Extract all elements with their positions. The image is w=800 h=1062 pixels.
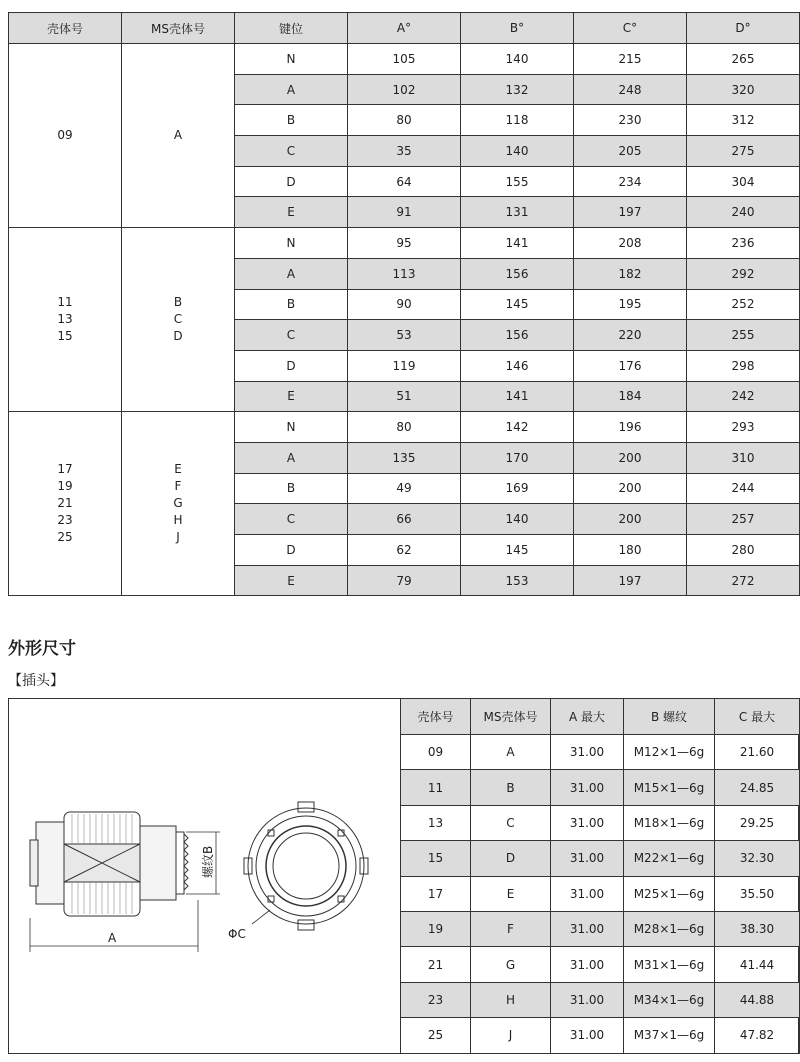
- angle-b: 141: [461, 228, 574, 259]
- dim-ms-shell: H: [471, 982, 551, 1017]
- key-position: N: [235, 412, 348, 443]
- dim-a-max: 31.00: [551, 982, 624, 1017]
- dim-header-c-max: C 最大: [715, 699, 800, 735]
- angle-b: 140: [461, 44, 574, 75]
- angle-b: 146: [461, 350, 574, 381]
- angle-d: 240: [687, 197, 800, 228]
- angle-a: 49: [348, 473, 461, 504]
- dim-a-max: 31.00: [551, 735, 624, 770]
- angle-d: 244: [687, 473, 800, 504]
- plug-side-view: [30, 812, 188, 916]
- angle-c: 200: [574, 442, 687, 473]
- angle-d: 255: [687, 320, 800, 351]
- dim-shell: 17: [401, 876, 471, 911]
- shell-number: 17: [57, 462, 73, 477]
- dim-ms-shell: B: [471, 770, 551, 805]
- dim-shell: 09: [401, 735, 471, 770]
- table-row: [401, 1018, 800, 1053]
- ms-shell-number: H: [173, 513, 183, 528]
- dim-shell: 23: [401, 982, 471, 1017]
- table-row: [401, 841, 800, 876]
- shell-number: 15: [57, 329, 73, 344]
- dim-a-max: 31.00: [551, 841, 624, 876]
- angle-b: 155: [461, 166, 574, 197]
- angle-a: 90: [348, 289, 461, 320]
- angle-d: 312: [687, 105, 800, 136]
- dim-c-max: 35.50: [715, 876, 800, 911]
- angle-d: 242: [687, 381, 800, 412]
- dim-shell: 25: [401, 1018, 471, 1053]
- dim-c-max: 24.85: [715, 770, 800, 805]
- header-b-angle: B°: [461, 13, 574, 44]
- key-position: A: [235, 258, 348, 289]
- dim-b-thread: M34×1—6g: [624, 982, 715, 1017]
- label-a: A: [108, 931, 117, 945]
- key-position: E: [235, 197, 348, 228]
- key-position: C: [235, 504, 348, 535]
- angle-b: 156: [461, 258, 574, 289]
- dim-shell: 21: [401, 947, 471, 982]
- dim-ms-shell: J: [471, 1018, 551, 1053]
- dim-c-max: 21.60: [715, 735, 800, 770]
- header-key: 键位: [235, 13, 348, 44]
- shell-number: 13: [57, 312, 73, 327]
- angle-d: 280: [687, 535, 800, 566]
- angle-b: 169: [461, 473, 574, 504]
- key-position: A: [235, 74, 348, 105]
- header-d-angle: D°: [687, 13, 800, 44]
- angle-b: 141: [461, 381, 574, 412]
- ms-shell-cell: [122, 44, 235, 228]
- table-row: [401, 982, 800, 1017]
- dim-ms-shell: E: [471, 876, 551, 911]
- angle-d: 272: [687, 565, 800, 596]
- plug-front-view: [244, 802, 368, 930]
- dim-a-max: 31.00: [551, 770, 624, 805]
- angle-d: 265: [687, 44, 800, 75]
- angle-a: 80: [348, 412, 461, 443]
- angle-d: 293: [687, 412, 800, 443]
- angle-a: 64: [348, 166, 461, 197]
- angle-d: 298: [687, 350, 800, 381]
- angle-c: 208: [574, 228, 687, 259]
- key-position: D: [235, 350, 348, 381]
- sub-title: 【插头】: [8, 673, 64, 689]
- angle-d: 252: [687, 289, 800, 320]
- angle-c: 200: [574, 504, 687, 535]
- angle-c: 200: [574, 473, 687, 504]
- ms-shell-number: F: [174, 479, 182, 494]
- shell-number: 25: [57, 530, 73, 545]
- key-position: N: [235, 228, 348, 259]
- dim-ms-shell: D: [471, 841, 551, 876]
- dim-c-max: 44.88: [715, 982, 800, 1017]
- angle-c: 182: [574, 258, 687, 289]
- ms-shell-number: B: [173, 295, 183, 310]
- angle-a: 119: [348, 350, 461, 381]
- angle-b: 131: [461, 197, 574, 228]
- angle-a: 113: [348, 258, 461, 289]
- ms-shell-number: J: [176, 530, 180, 545]
- angle-c: 196: [574, 412, 687, 443]
- dim-shell: 19: [401, 911, 471, 946]
- dim-a-max: 31.00: [551, 911, 624, 946]
- dim-header-shell: 壳体号: [401, 699, 471, 735]
- dim-a-max: 31.00: [551, 947, 624, 982]
- ms-shell-number: D: [173, 329, 183, 344]
- angle-c: 220: [574, 320, 687, 351]
- angle-d: 275: [687, 136, 800, 167]
- dim-b-thread: M25×1—6g: [624, 876, 715, 911]
- angle-a: 66: [348, 504, 461, 535]
- key-position: C: [235, 136, 348, 167]
- dim-ms-shell: F: [471, 911, 551, 946]
- angle-c: 248: [574, 74, 687, 105]
- angle-c: 184: [574, 381, 687, 412]
- angle-b: 170: [461, 442, 574, 473]
- dim-b-thread: M15×1—6g: [624, 770, 715, 805]
- dim-shell: 11: [401, 770, 471, 805]
- angle-a: 53: [348, 320, 461, 351]
- dim-b-thread: M12×1—6g: [624, 735, 715, 770]
- dim-ms-shell: C: [471, 805, 551, 840]
- angle-b: 145: [461, 535, 574, 566]
- angle-c: 234: [574, 166, 687, 197]
- key-position-table: [8, 12, 800, 596]
- key-position: A: [235, 442, 348, 473]
- header-shell: 壳体号: [9, 13, 122, 44]
- key-position: N: [235, 44, 348, 75]
- dim-b-thread: M22×1—6g: [624, 841, 715, 876]
- dim-a-max: 31.00: [551, 1018, 624, 1053]
- shell-number-cell: [9, 228, 122, 412]
- leader-c: [252, 910, 270, 924]
- dim-b-thread: M31×1—6g: [624, 947, 715, 982]
- dim-header-b-thread: B 螺纹: [624, 699, 715, 735]
- table-row: [401, 947, 800, 982]
- label-b: 螺纹B: [201, 845, 215, 878]
- shell-number-cell: [9, 412, 122, 596]
- key-position: D: [235, 166, 348, 197]
- angle-c: 197: [574, 565, 687, 596]
- table-row: [401, 805, 800, 840]
- dim-a-max: 31.00: [551, 805, 624, 840]
- dim-c-max: 29.25: [715, 805, 800, 840]
- angle-d: 257: [687, 504, 800, 535]
- angle-b: 140: [461, 504, 574, 535]
- angle-a: 102: [348, 74, 461, 105]
- dim-table-header-row: [401, 699, 800, 735]
- angle-b: 132: [461, 74, 574, 105]
- ms-shell-cell: [122, 412, 235, 596]
- angle-d: 320: [687, 74, 800, 105]
- dim-ms-shell: G: [471, 947, 551, 982]
- shell-number: 09: [57, 128, 73, 143]
- angle-a: 79: [348, 565, 461, 596]
- key-position: B: [235, 289, 348, 320]
- table-row: [401, 876, 800, 911]
- dim-header-a-max: A 最大: [551, 699, 624, 735]
- header-c-angle: C°: [574, 13, 687, 44]
- header-a-angle: A°: [348, 13, 461, 44]
- shell-number-cell: [9, 44, 122, 228]
- dim-b-thread: M18×1—6g: [624, 805, 715, 840]
- angle-a: 91: [348, 197, 461, 228]
- dim-b-thread: M37×1—6g: [624, 1018, 715, 1053]
- ms-shell-number: G: [173, 496, 183, 511]
- angle-a: 105: [348, 44, 461, 75]
- table-row: [401, 770, 800, 805]
- angle-b: 140: [461, 136, 574, 167]
- angle-c: 230: [574, 105, 687, 136]
- dim-shell: 15: [401, 841, 471, 876]
- dim-ms-shell: A: [471, 735, 551, 770]
- section-title: 外形尺寸: [8, 639, 76, 659]
- angle-b: 156: [461, 320, 574, 351]
- key-position: E: [235, 381, 348, 412]
- shell-number: 19: [57, 479, 73, 494]
- angle-c: 176: [574, 350, 687, 381]
- shell-number: 11: [57, 295, 73, 310]
- angle-c: 195: [574, 289, 687, 320]
- ms-shell-number: C: [173, 312, 183, 327]
- angle-a: 95: [348, 228, 461, 259]
- key-position: B: [235, 105, 348, 136]
- dim-a-max: 31.00: [551, 876, 624, 911]
- shell-number: 23: [57, 513, 73, 528]
- key-table-header-row: [9, 13, 800, 44]
- angle-a: 35: [348, 136, 461, 167]
- ms-shell-number: E: [174, 462, 182, 477]
- angle-d: 304: [687, 166, 800, 197]
- angle-a: 135: [348, 442, 461, 473]
- angle-a: 80: [348, 105, 461, 136]
- angle-b: 145: [461, 289, 574, 320]
- angle-b: 153: [461, 565, 574, 596]
- angle-a: 51: [348, 381, 461, 412]
- table-row: [9, 228, 800, 259]
- table-row: [401, 735, 800, 770]
- plug-drawing: [16, 800, 386, 970]
- label-c: ΦC: [228, 927, 246, 941]
- angle-a: 62: [348, 535, 461, 566]
- table-row: [401, 911, 800, 946]
- angle-b: 142: [461, 412, 574, 443]
- dim-shell: 13: [401, 805, 471, 840]
- angle-c: 197: [574, 197, 687, 228]
- dim-c-max: 41.44: [715, 947, 800, 982]
- angle-d: 236: [687, 228, 800, 259]
- shell-number: 21: [57, 496, 73, 511]
- plug-dimension-table: [400, 698, 800, 1054]
- ms-shell-number: A: [173, 128, 183, 143]
- key-position: B: [235, 473, 348, 504]
- angle-d: 292: [687, 258, 800, 289]
- angle-b: 118: [461, 105, 574, 136]
- dim-c-max: 38.30: [715, 911, 800, 946]
- table-row: [9, 412, 800, 443]
- dim-c-max: 32.30: [715, 841, 800, 876]
- dim-c-max: 47.82: [715, 1018, 800, 1053]
- dim-header-ms-shell: MS壳体号: [471, 699, 551, 735]
- angle-c: 215: [574, 44, 687, 75]
- angle-c: 180: [574, 535, 687, 566]
- angle-c: 205: [574, 136, 687, 167]
- key-position: E: [235, 565, 348, 596]
- angle-d: 310: [687, 442, 800, 473]
- ms-shell-cell: [122, 228, 235, 412]
- dim-b-thread: M28×1—6g: [624, 911, 715, 946]
- key-position: C: [235, 320, 348, 351]
- table-row: [9, 44, 800, 75]
- key-position: D: [235, 535, 348, 566]
- header-ms-shell: MS壳体号: [122, 13, 235, 44]
